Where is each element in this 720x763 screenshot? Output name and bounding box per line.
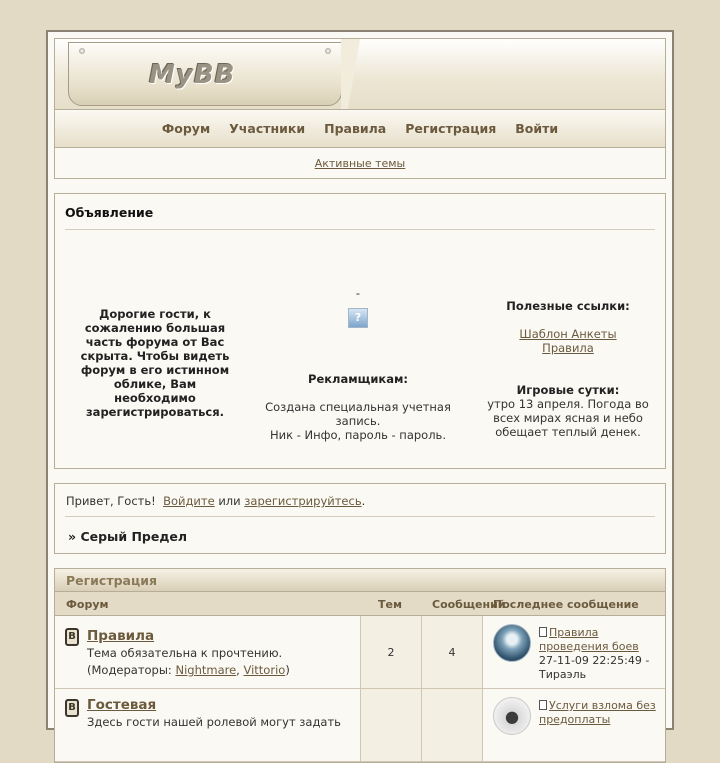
moderators-line xyxy=(87,662,357,679)
posts-count: 4 xyxy=(422,616,483,688)
greeting-line xyxy=(66,494,365,508)
forum-description: Здесь гости нашей ролевой могут задать xyxy=(87,715,341,729)
login-link[interactable]: Войдите xyxy=(163,494,215,508)
topics-count xyxy=(361,689,422,761)
moderator-link[interactable]: Vittorio xyxy=(243,663,286,677)
last-post-info xyxy=(539,626,659,682)
divider xyxy=(65,516,655,517)
advertisers-text1: Создана специальная учетная запись. xyxy=(265,400,451,428)
forum-title-link[interactable]: Правила xyxy=(87,628,155,644)
page-frame xyxy=(46,30,674,730)
announcement xyxy=(54,193,666,469)
active-topics-bar xyxy=(54,148,666,179)
useful-links-block xyxy=(475,299,661,439)
forum-row xyxy=(55,616,665,689)
nav-forum[interactable]: Форум xyxy=(161,121,211,136)
col-posts: Сообщений xyxy=(432,598,506,611)
document-icon xyxy=(539,700,547,710)
forum-row xyxy=(55,689,665,762)
avatar[interactable] xyxy=(493,697,531,735)
screw-icon xyxy=(79,48,85,54)
posts-count xyxy=(422,689,483,761)
moderators-label: (Модераторы: xyxy=(87,663,172,677)
or-text: или xyxy=(218,494,241,508)
last-post-link[interactable]: Правила проведения боев xyxy=(539,626,639,653)
avatar[interactable] xyxy=(493,624,531,662)
forum-status-icon: B xyxy=(65,628,79,646)
link-rules[interactable]: Правила xyxy=(542,341,594,355)
breadcrumb xyxy=(68,529,187,544)
advertisers-text2: Ник - Инфо, пароль - пароль. xyxy=(269,428,446,442)
forum-cell xyxy=(55,616,361,688)
dash-text: - xyxy=(355,286,361,300)
breadcrumb-arrow: » xyxy=(68,529,77,544)
category-title[interactable]: Регистрация xyxy=(55,569,665,592)
content-frame xyxy=(54,38,666,763)
forum-desc-text: Тема обязательна к прочтению. xyxy=(87,646,283,660)
welcome-box xyxy=(54,483,666,554)
moderator-separator: , xyxy=(236,663,240,677)
forum-cell xyxy=(55,689,361,761)
breadcrumb-current[interactable]: Серый Предел xyxy=(80,529,188,544)
nav-login[interactable]: Войти xyxy=(515,121,559,136)
forum-status-icon: B xyxy=(65,699,79,717)
forum-title-link[interactable]: Гостевая xyxy=(87,697,157,713)
links-heading: Полезные ссылки: xyxy=(506,299,630,313)
game-heading: Игровые сутки: xyxy=(516,383,620,397)
logo-text: MyBB xyxy=(149,60,236,90)
register-link[interactable]: зарегистрируйтесь xyxy=(244,494,362,508)
announcement-title: Объявление xyxy=(65,205,154,220)
advertisers-heading: Рекламщикам: xyxy=(308,372,408,386)
advertisers-block xyxy=(241,286,475,442)
nav-members[interactable]: Участники xyxy=(229,121,306,136)
col-forum: Форум xyxy=(66,598,109,611)
last-post-info xyxy=(539,699,659,727)
col-topics: Тем xyxy=(378,598,402,611)
moderators-end: ) xyxy=(285,663,290,677)
main-nav xyxy=(54,110,666,148)
last-post-cell xyxy=(483,616,665,688)
screw-icon xyxy=(325,48,331,54)
question-icon: ? xyxy=(348,308,368,328)
last-post-link[interactable]: Услуги взлома без предоплаты xyxy=(539,699,656,726)
forum-description xyxy=(87,645,357,679)
document-icon xyxy=(539,627,547,637)
moderator-link[interactable]: Nightmare xyxy=(175,663,237,677)
forum-category xyxy=(54,568,666,763)
greeting-text: Привет, Гость! xyxy=(66,494,156,508)
topics-count: 2 xyxy=(361,616,422,688)
game-text: утро 13 апреля. Погода во всех мирах ясная и небо обещает теплый денек. xyxy=(487,397,649,439)
divider xyxy=(65,229,655,230)
col-last-post: Последнее сообщение xyxy=(493,598,639,611)
nav-rules[interactable]: Правила xyxy=(324,121,387,136)
nav-register[interactable]: Регистрация xyxy=(405,121,497,136)
guest-notice: Дорогие гости, к сожалению большая часть форума от Вас скрыта. Чтобы видеть форум в его истинном облике, Вам необходимо зарегистрироваться. xyxy=(80,307,230,419)
last-post-cell xyxy=(483,689,665,761)
logo[interactable] xyxy=(68,42,342,106)
last-post-meta: 27-11-09 22:25:49 - Тираэль xyxy=(539,654,650,681)
header xyxy=(54,38,666,110)
column-headers xyxy=(55,592,665,616)
active-topics-link[interactable]: Активные темы xyxy=(314,156,406,170)
link-profile-template[interactable]: Шаблон Анкеты xyxy=(519,327,617,341)
period-text: . xyxy=(361,494,366,508)
